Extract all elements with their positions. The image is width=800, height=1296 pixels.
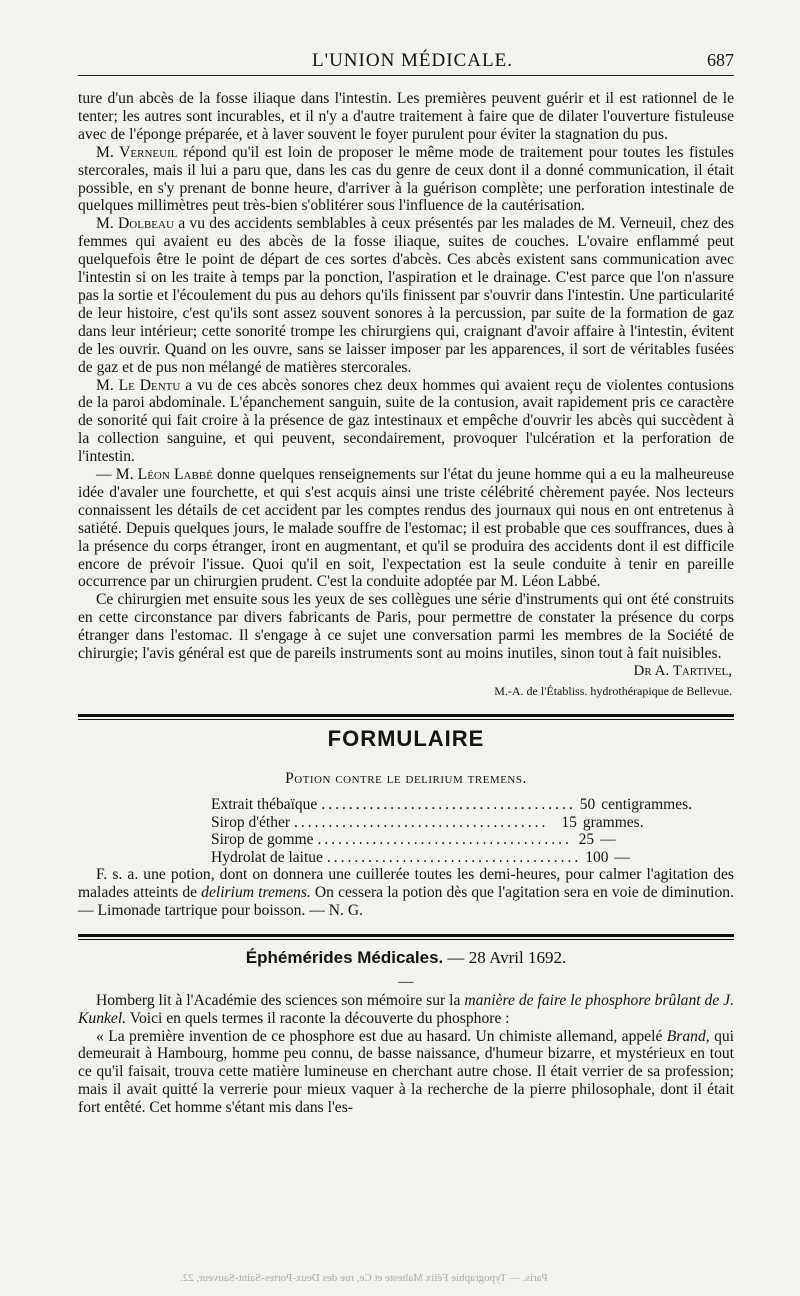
paragraph-text: qui demeurait à Hambourg, homme peu connu, de basse naissance, d'humeur bizarre, et mystérieux en tout ce qu'il faisait, trouva cette matière lumineuse en cherchant autre chose. Il était verrier de sa profession; mais il avait quitté la verrerie pour mieux vaquer à la recherche de la pierre philosophale, dont il était fort entêté. Cet homme s'étant mis dans l'es- [78, 1027, 734, 1117]
signature-affiliation: M.-A. de l'Établiss. hydrothérapique de Bellevue. [494, 684, 732, 698]
paragraph [78, 144, 734, 216]
signature-name: Dr A. Tartivel, [633, 663, 732, 679]
paragraph-text: Homberg lit à l'Académie des sciences son mémoire sur la [96, 991, 461, 1009]
paragraph [78, 215, 734, 376]
paragraph-text: donne quelques renseignements sur l'état du jeune homme qui a eu la malheureuse idée d'avaler une fourchette, et qui s'est acquis ainsi une triste célébrité chèrement payée. Nos lecteurs connaissent les détails de cet accident par les comptes rendus des journaux qui nous en ont entretenus à satiété. Depuis quelques jours, le malade souffre de l'estomac; il est probable que ces souffrances, dues à la présence du corps étranger, iront en augmentant, et qu'il se produira des accidents dont il est difficile encore de prévoir l'issue. Quoi qu'il en soit, l'expectation est la seule conduite à tenir en pareille occurrence par un chirurgien prudent. C'est la conduite adoptée par M. Léon Labbé. [78, 466, 734, 591]
speaker-name: M. Verneuil [96, 143, 178, 161]
ingredient-name: Hydrolat de laitue [211, 848, 323, 866]
paragraph-text: F. s. a. une potion, dont on donnera une cuillerée toutes les demi-heures, pour calmer l'agitation des malades atteints de [78, 866, 734, 901]
paragraph-text: Voici en quels termes il raconte la découverte du phosphore : [129, 1009, 510, 1027]
paragraph-text: a vu des accidents semblables à ceux présentés par les malades de M. Verneuil, chez des femmes qui avaient eu des abcès de la fosse iliaque, suites de couches. L'ovaire enflammé peut quelquefois être le point de départ de ces sortes d'abcès. Ces abcès existent sans communication avec l'intestin si on les traite à temps par la ponction, l'aspiration et le drainage. C'est parce que l'on n'assure pas la sortie et l'écoulement du pus au dehors qu'ils finissent par s'ouvrir dans l'intestin. Une particularité de leur histoire, c'est qu'ils sont assez souvent sonores à la percussion, par suite de la formation de gaz dans leur intérieur; cette sonorité trompe les chirurgiens qui, craignant d'avoir affaire à l'intestin, évitent de les ouvrir. Quand on les ouvre, sans se laisser imposer par les apparences, il sort de véritables fusées de gaz et de pus non mélangé de matières stercorales. [78, 215, 734, 376]
leader-dots: ..................................... [293, 813, 549, 831]
speaker-name: M. Le Dentu [96, 376, 181, 394]
italic-title: manière de faire le phosphore brûlant de J. Kunkel. [78, 991, 734, 1027]
section-divider [78, 714, 734, 720]
speaker-name: M. Dolbeau [96, 215, 174, 233]
bleed-through-footer: Paris. — Typographie Félix Malteste et Ce, rue des Deux-Portes-Saint-Sauveur, 22. [180, 1272, 548, 1284]
paragraph-text: On cessera la potion dès que l'agitation sera en voie de diminution. — Limonade tartrique pour boisson. — N. G. [78, 883, 734, 919]
speaker-name: — M. Léon Labbé [96, 466, 213, 484]
ingredient-unit: grammes. [582, 813, 644, 831]
ingredient-list [211, 796, 693, 866]
leader-dots: ..................................... [321, 796, 576, 813]
section-title: FORMULAIRE [327, 726, 485, 751]
ingredient-name: Sirop d'éther [211, 813, 290, 831]
ingredient-name: Extrait thébaïque [211, 796, 318, 813]
paragraph-text: Ce chirurgien met ensuite sous les yeux de ses collègues une série d'instruments qui ont été construits en cette circonstance par divers fabricants de Paris, pour permettre de constater la présence du corps étranger dans l'estomac. Il s'engage à ce sujet une conversation parmi les membres de la Société de chirurgie; l'avis général est que de pareils instruments sont au moins inutiles, sinon tout à fait nuisibles. [78, 591, 734, 663]
dash-separator: — [398, 973, 414, 990]
section-title [78, 948, 734, 968]
ingredient-row [211, 796, 693, 814]
paragraph-text: ture d'un abcès de la fosse iliaque dans l'intestin. Les premières peuvent guérir et il est rationnel de le tenter; les autres sont incurables, et il n'y a d'autre traitement à faire que de dilater l'ouverture fistuleuse avec de l'éponge préparée, et à laver souvent le foyer purulent pour éviter la stagnation du pus. [78, 90, 734, 143]
ingredient-quantity: 15 [561, 813, 577, 831]
ingredient-row [211, 849, 651, 867]
ingredient-unit: — [600, 831, 616, 848]
section-title-text: Éphémérides Médicales. [245, 947, 444, 967]
ingredient-unit: — [614, 848, 631, 866]
ingredient-unit: centigrammes. [601, 796, 693, 813]
ephemerides-section [78, 948, 734, 1117]
ingredient-quantity: 100 [585, 848, 609, 866]
section-divider [78, 934, 734, 940]
paragraph-text: « La première invention de ce phosphore est due au hasard. Un chimiste allemand, appelé [96, 1027, 663, 1045]
italic-term: delirium tremens. [201, 883, 311, 901]
page-number: 687 [707, 50, 734, 70]
ingredient-name: Sirop de gomme [211, 831, 314, 848]
recipe-title: Potion contre le delirium tremens. [285, 770, 527, 787]
ingredient-quantity: 25 [578, 831, 595, 848]
paragraph [78, 591, 734, 663]
paragraph-text: a vu de ces abcès sonores chez deux hommes qui avaient reçu de violentes contusions de la paroi abdominale. L'épanchement sanguin, suite de la contusion, avait rapidement pris ce caractère de sonorité qui fait croire à la présence de gaz intestinaux et empêche d'ouvrir les abcès qui succèdent à la collection sanguine, et qui peuvent, secondairement, provoquer l'ulcération et la perforation de l'intestin. [78, 376, 734, 466]
recipe-instructions [78, 866, 734, 920]
page-header [78, 50, 734, 76]
running-head: L'UNION MÉDICALE. [312, 50, 513, 71]
ingredient-quantity: 50 [579, 796, 596, 813]
signature [78, 663, 734, 700]
article-body [78, 90, 734, 700]
ingredient-row [211, 831, 651, 849]
paragraph [78, 466, 734, 591]
paragraph [78, 90, 734, 144]
paragraph [78, 377, 734, 467]
leader-dots: ..................................... [326, 848, 582, 866]
italic-name: Brand, [666, 1027, 710, 1045]
section-date: — 28 Avril 1692. [447, 947, 567, 967]
ingredient-row [211, 814, 651, 832]
formulaire-section [78, 726, 734, 920]
paragraph [78, 992, 734, 1028]
leader-dots: ..................................... [317, 831, 572, 848]
paragraph-text: répond qu'il est loin de proposer le même mode de traitement pour toutes les fistules stercorales, mais il lui a paru que, dans les cas du genre de ceux dont il a donné communication, il était possible, en s'y prenant de bonne heure, d'arriver à la guérison complète; une perforation intestinale de quelques millimètres peut très-bien s'oblitérer sous l'influence de la cautérisation. [78, 143, 734, 215]
paragraph [78, 1028, 734, 1118]
